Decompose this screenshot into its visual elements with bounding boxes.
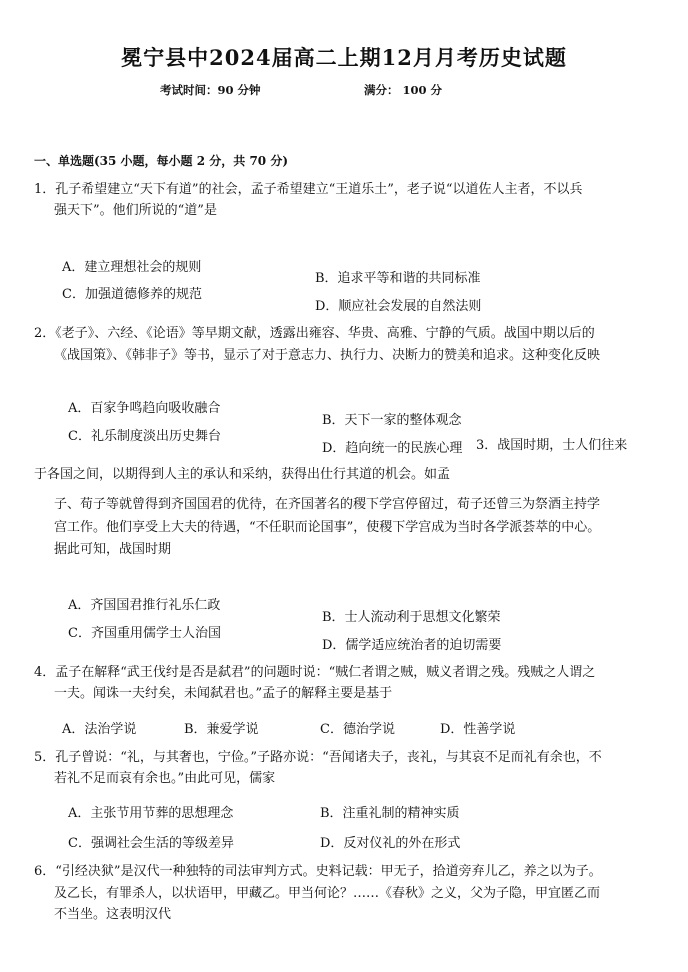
page-title: 冕宁县中2024届高二上期12月月考历史试题 bbox=[121, 45, 567, 70]
question-2-option-c: C．礼乐制度淡出历史舞台 bbox=[68, 429, 221, 444]
question-4-line-1: 4．孟子在解释“武王伐纣是否是弑君”的问题时说：“贼仁者谓之贼，贼义者谓之残。残贼之人谓之 bbox=[34, 665, 596, 680]
question-1-line-1: 1．孔子希望建立“天下有道”的社会，孟子希望建立“王道乐土”，老子说“以道佐人主者，不以兵 bbox=[34, 182, 583, 197]
exam-time: 考试时间：90 分钟 bbox=[160, 83, 261, 97]
question-5-option-a: A．主张节用节葬的思想理念 bbox=[68, 806, 234, 821]
question-2-line-1: 2．《老子》、六经、《论语》等早期文献，透露出雍容、华贵、高雅、宁静的气质。战国中期以后的 bbox=[34, 326, 595, 341]
question-4-option-a: A．法治学说 bbox=[62, 722, 137, 737]
question-5-line-2: 若礼不足而哀有余也。”由此可见，儒家 bbox=[54, 771, 276, 786]
question-1-option-b: B．追求平等和谐的共同标准 bbox=[315, 271, 481, 286]
question-1-option-c: C．加强道德修养的规范 bbox=[62, 287, 202, 302]
question-6-line-2: 及乙长，有罪杀人，以状语甲，甲藏乙。甲当何论？……《春秋》之义，父为子隐，甲宜匿乙而 bbox=[54, 886, 601, 901]
question-3-option-d: D．儒学适应统治者的迫切需要 bbox=[322, 638, 502, 653]
question-3-option-a: A．齐国国君推行礼乐仁政 bbox=[68, 598, 221, 613]
section-heading: 一、单选题(35 小题，每小题 2 分，共 70 分) bbox=[34, 154, 288, 168]
question-3-option-c: C．齐国重用儒学士人治国 bbox=[68, 626, 221, 641]
question-2-option-b: B．天下一家的整体观念 bbox=[322, 413, 462, 428]
question-2-line-2: 《战国策》、《韩非子》等书，显示了对于意志力、执行力、决断力的赞美和追求。这种变化反映 bbox=[54, 348, 601, 363]
question-4-option-c: C．德治学说 bbox=[320, 722, 395, 737]
question-3-option-b: B．士人流动利于思想文化繁荣 bbox=[322, 610, 501, 625]
question-4-option-d: D．性善学说 bbox=[440, 722, 516, 737]
question-3-line-3: 子、荀子等就曾得到齐国国君的优待，在齐国著名的稷下学宫停留过，荀子还曾三为祭酒主持学 bbox=[54, 497, 601, 512]
question-5-option-d: D．反对仪礼的外在形式 bbox=[320, 836, 461, 851]
question-4-line-2: 一夫。闻诛一夫纣矣，未闻弑君也。”孟子的解释主要是基于 bbox=[54, 686, 393, 701]
full-score: 满分： 100 分 bbox=[364, 83, 443, 97]
question-5-line-1: 5．孔子曾说：“礼，与其奢也，宁俭。”子路亦说：“吾闻诸夫子，丧礼，与其哀不足而礼有余也，不 bbox=[34, 750, 602, 765]
question-3-line-2: 于各国之间，以期得到人主的承认和采纳，获得出仕行其道的机会。如孟 bbox=[34, 467, 451, 482]
question-1-option-d: D．顺应社会发展的自然法则 bbox=[315, 299, 482, 314]
question-6-line-3: 不当坐。这表明汉代 bbox=[54, 907, 172, 922]
question-4-option-b: B．兼爱学说 bbox=[184, 722, 259, 737]
question-6-line-1: 6．“引经决狱”是汉代一种独特的司法审判方式。史料记载：甲无子，拾道旁弃儿乙，养之以为子。 bbox=[34, 864, 602, 879]
question-2-option-d: D．趋向统一的民族心理 bbox=[322, 441, 463, 456]
question-3-line-5: 据此可知，战国时期 bbox=[54, 542, 172, 557]
question-1-line-2: 强天下”。他们所说的“道”是 bbox=[54, 203, 217, 218]
question-5-option-b: B．注重礼制的精神实质 bbox=[320, 806, 460, 821]
question-3-line-4: 宫工作。他们享受上大夫的待遇，“不任职而论国事”，使稷下学宫成为当时各学派荟萃的中心。 bbox=[54, 520, 601, 535]
question-5-option-c: C．强调社会生活的等级差异 bbox=[68, 836, 234, 851]
question-1-option-a: A．建立理想社会的规则 bbox=[62, 260, 202, 275]
question-2-option-a: A．百家争鸣趋向吸收融合 bbox=[68, 401, 221, 416]
question-3-line-1: 3．战国时期，士人们往来 bbox=[476, 438, 628, 453]
